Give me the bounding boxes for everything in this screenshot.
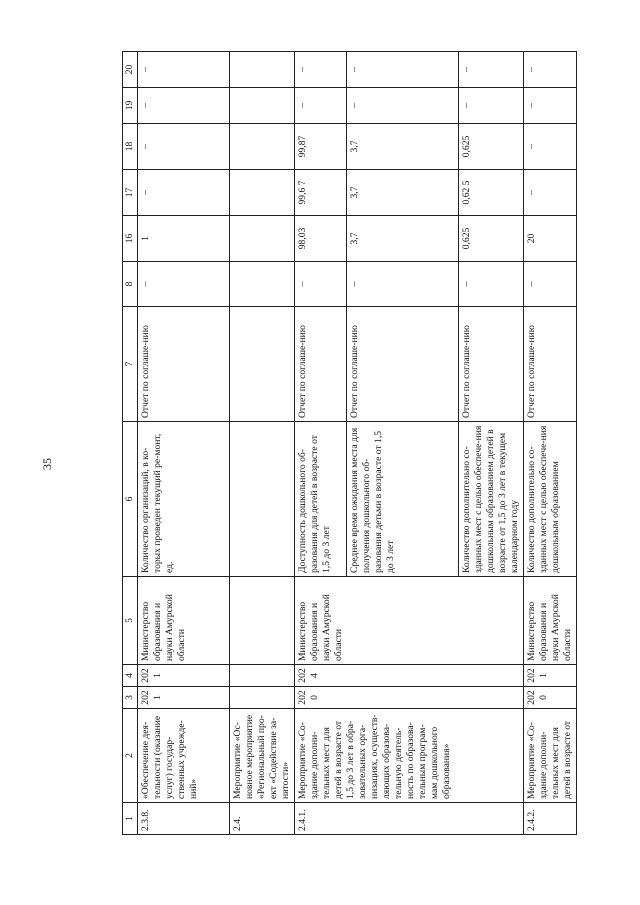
value-cell: – xyxy=(523,88,576,124)
indicator: Количество дополнительно со-зданных мест с целью обеспече-ния дошкольным образованием xyxy=(523,422,576,577)
header-cell: 16 xyxy=(123,216,138,262)
measure-name: «Обеспечение дея-тельности (оказание услуг) государ-ственных учрежде-ний» xyxy=(137,709,229,803)
value-cell: – xyxy=(137,88,229,124)
header-cell: 4 xyxy=(123,665,138,687)
empty-cell xyxy=(229,687,294,709)
header-cell: 20 xyxy=(123,52,138,88)
report-form: Отчет по соглаше-нию xyxy=(346,307,458,422)
value-cell: – xyxy=(346,88,458,124)
report-form: Отчет по соглаше-нию xyxy=(458,307,523,422)
indicator: Среднее время ожидания места для получения дошкольного об-разования детьми в возрасте от 1,5 до 3 лет xyxy=(346,422,458,577)
indicator: Доступность дошкольного об-разования для детей в возрасте от 1,5 до 3 лет xyxy=(294,422,346,577)
value-cell: – xyxy=(523,124,576,170)
header-row xyxy=(123,52,138,835)
value-cell: 98,03 xyxy=(294,216,346,262)
empty-cell xyxy=(229,88,294,124)
end-year: 2021 xyxy=(523,665,576,687)
end-year: 2021 xyxy=(137,665,229,687)
indicators-table xyxy=(122,51,577,835)
value-cell: 99,6 7 xyxy=(294,170,346,216)
value-cell: 3,7 xyxy=(346,216,458,262)
value-cell: – xyxy=(294,262,346,307)
measure-name: Мероприятие «Ос-новное мероприятие «Региональный про-ект «Содействие за-нятости» xyxy=(229,709,294,803)
report-form: Отчет по соглаше-нию xyxy=(523,307,576,422)
value-cell: – xyxy=(346,262,458,307)
empty-cell xyxy=(229,665,294,687)
value-cell: – xyxy=(294,52,346,88)
start-year: 2021 xyxy=(137,687,229,709)
value-cell: 3,7 xyxy=(346,124,458,170)
empty-cell xyxy=(229,262,294,307)
value-cell: – xyxy=(458,88,523,124)
empty-cell xyxy=(229,170,294,216)
value-cell: 99,87 xyxy=(294,124,346,170)
empty-cell xyxy=(229,124,294,170)
value-cell: 0,625 xyxy=(458,124,523,170)
end-year: 2024 xyxy=(294,665,523,687)
table-row xyxy=(229,52,294,835)
report-form: Отчет по соглаше-нию xyxy=(294,307,346,422)
measure-name: Мероприятие «Со-здание дополни-тельных мест для детей в возрасте от xyxy=(523,709,576,803)
row-number: 2.4.1. xyxy=(294,803,523,835)
row-number: 2.4. xyxy=(229,803,294,835)
page-number: 35 xyxy=(40,458,54,470)
header-cell: 7 xyxy=(123,307,138,422)
value-cell: – xyxy=(137,262,229,307)
table-row xyxy=(137,52,229,835)
value-cell: – xyxy=(294,88,346,124)
start-year: 2020 xyxy=(294,687,523,709)
header-cell: 8 xyxy=(123,262,138,307)
empty-cell xyxy=(229,52,294,88)
value-cell: 0,625 xyxy=(458,216,523,262)
header-cell: 5 xyxy=(123,577,138,665)
executor: Министерство образования и науки Амурской области xyxy=(137,577,229,665)
empty-cell xyxy=(229,216,294,262)
report-form: Отчет по соглаше-нию xyxy=(137,307,229,422)
value-cell: 20 xyxy=(523,216,576,262)
value-cell: – xyxy=(458,262,523,307)
row-number: 2.3.8. xyxy=(137,803,229,835)
value-cell: – xyxy=(137,52,229,88)
header-cell: 2 xyxy=(123,709,138,803)
executor: Министерство образования и науки Амурской области xyxy=(294,577,523,665)
header-cell: 1 xyxy=(123,803,138,835)
rotated-table-container xyxy=(122,52,615,835)
value-cell: 0,62 5 xyxy=(458,170,523,216)
header-cell: 17 xyxy=(123,170,138,216)
empty-cell xyxy=(229,422,294,577)
header-cell: 18 xyxy=(123,124,138,170)
start-year: 2020 xyxy=(523,687,576,709)
value-cell: – xyxy=(137,170,229,216)
value-cell: – xyxy=(523,52,576,88)
value-cell: – xyxy=(523,170,576,216)
header-cell: 6 xyxy=(123,422,138,577)
value-cell: – xyxy=(137,124,229,170)
header-cell: 19 xyxy=(123,88,138,124)
executor: Министерство образования и науки Амурской области xyxy=(523,577,576,665)
value-cell: 3,7 xyxy=(346,170,458,216)
value-cell: – xyxy=(346,52,458,88)
measure-name: Мероприятие «Со-здание дополни-тельных мест для детей в возрасте от 1,5 до 3 лет в обра-зовательных орга-низациях, осуществ-ляющих образова-тельную деятель-ность по образова-тельным програм-мам дошкольного образования» xyxy=(294,709,523,803)
value-cell: – xyxy=(523,262,576,307)
table-row xyxy=(523,52,576,835)
indicator: Количество дополнительно со-зданных мест с целью обеспече-ния дошкольным образованием детей в возрасте от 1,5 до 3 лет в текущем календарном году xyxy=(458,422,523,577)
header-cell: 3 xyxy=(123,687,138,709)
value-cell: – xyxy=(458,52,523,88)
table-row xyxy=(294,52,346,835)
indicator: Количество организаций, в ко-торых проведен текущий ре-монт, ед. xyxy=(137,422,229,577)
row-number: 2.4.2. xyxy=(523,803,576,835)
empty-cell xyxy=(229,577,294,665)
empty-cell xyxy=(229,307,294,422)
value-cell: 1 xyxy=(137,216,229,262)
